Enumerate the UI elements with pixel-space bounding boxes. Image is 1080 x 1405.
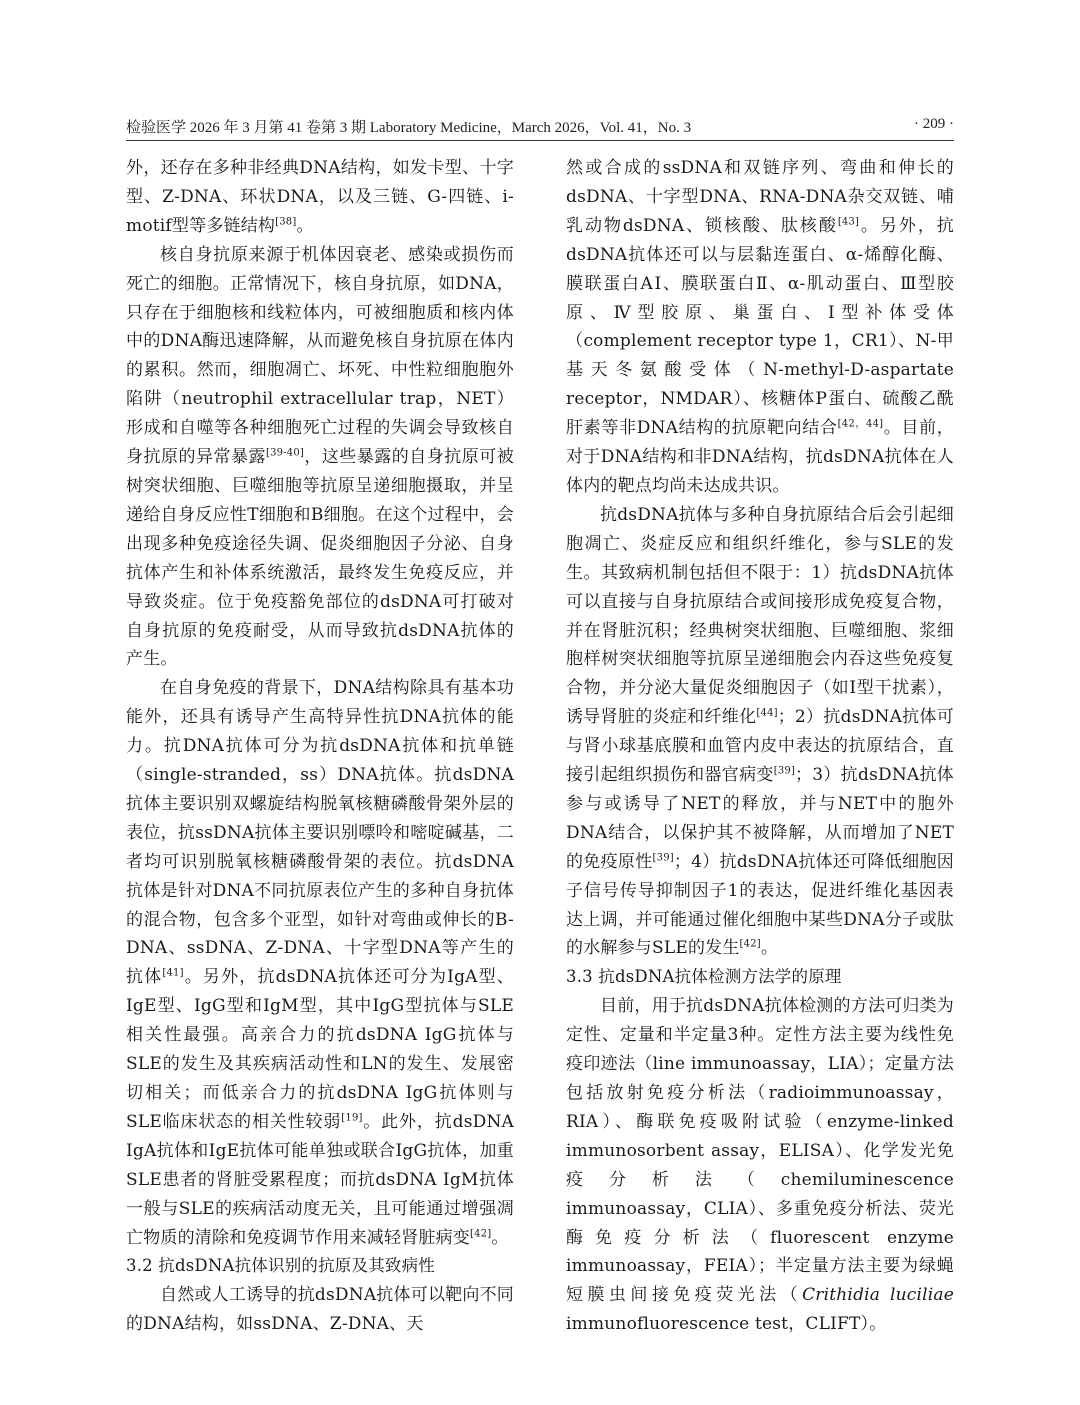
paragraph xyxy=(566,154,954,501)
paragraph xyxy=(126,674,514,1252)
text-run: 。 xyxy=(296,215,314,236)
text-run: 。 xyxy=(760,938,779,959)
citation-ref: [38] xyxy=(275,216,297,228)
species-name: Crithidia luciliae xyxy=(802,1285,954,1306)
paragraph xyxy=(566,992,954,1339)
paragraph xyxy=(126,154,514,241)
text-run: ，这些暴露的自身抗原可被树突状细胞、巨噬细胞等抗原呈递细胞摄取，并呈递给自身反应性T细胞和B细胞。在这个过程中，会出现多种免疫途径失调、促炎细胞因子分泌、自身抗体产生和补体系统激活，最终发生免疫反应，并导致炎症。位于免疫豁免部位的dsDNA可打破对自身抗原的免疫耐受，从而导致抗dsDNA抗体的产生。 xyxy=(126,447,514,670)
running-header xyxy=(126,112,954,141)
text-run: 。另外，抗dsDNA抗体还可分为IgA型、IgE型、IgG型和IgM型，其中IgG型抗体与SLE相关性最强。高亲合力的抗dsDNA IgG抗体与SLE的发生及其疾病活动性和LN的发生、发展密切相关；而低亲合力的抗dsDNA IgG抗体则与SLE临床状态的相关性较弱 xyxy=(126,967,514,1132)
citation-ref: [42] xyxy=(739,938,761,950)
left-column xyxy=(126,154,514,1364)
citation-ref: [39] xyxy=(652,852,674,864)
citation-ref: [41] xyxy=(162,967,184,979)
citation-ref: [42，44] xyxy=(837,418,884,430)
text-run: ；2）抗dsDNA抗体可与肾小球基底膜和血管内皮中表达的抗原结合，直接引起组织损伤和器官病变 xyxy=(566,707,954,786)
citation-ref: [42] xyxy=(470,1227,492,1239)
text-run: 目前，用于抗dsDNA抗体检测的方法可归类为定性、定量和半定量3种。定性方法主要为线性免疫印迹法（line immunoassay，LIA）；定量方法包括放射免疫分析法（radioimmunoassay，RIA）、酶联免疫吸附试验（enzyme-linked immunosorbent assay，ELISA）、化学发光免疫分析法（chemiluminescence immunoassay，CLIA）、多重免疫分析法、荧光酶免疫分析法（fluorescent enzyme immunoassay，FEIA）；半定量方法主要为绿蝇短膜虫间接免疫荧光法（ xyxy=(566,996,954,1306)
text-run: 。目前，对于DNA结构和非DNA结构，抗dsDNA抗体在人体内的靶点均尚未达成共识。 xyxy=(566,418,954,496)
citation-ref: [39] xyxy=(773,765,796,777)
citation-ref: [44] xyxy=(756,707,778,719)
paragraph xyxy=(126,241,514,675)
text-run: immunofluorescence test，CLIFT）。 xyxy=(566,1314,887,1335)
paragraph xyxy=(126,1281,514,1339)
text-run: 然或合成的ssDNA和双链序列、弯曲和伸长的dsDNA、十字型DNA、RNA-DNA杂交双链、哺乳动物dsDNA、锁核酸、肽核酸 xyxy=(566,158,954,236)
text-run: 外，还存在多种非经典DNA结构，如发卡型、十字型、Z-DNA、环状DNA，以及三链、G-四链、i-motif型等多链结构 xyxy=(126,158,514,236)
journal-citation: 检验医学 2026 年 3 月第 41 卷第 3 期 Laboratory Medicine，March 2026，Vol. 41，No. 3 xyxy=(126,120,692,136)
text-run: 。 xyxy=(491,1227,509,1248)
text-run: 。此外，抗dsDNA IgA抗体和IgE抗体可能单独或联合IgG抗体，加重SLE患者的肾脏受累程度；而抗dsDNA IgM抗体一般与SLE的疾病活动度无关，且可能通过增强凋亡物质的清除和免疫调节作用来减轻肾脏病变 xyxy=(126,1111,514,1248)
page-number: · 209 · xyxy=(914,116,954,132)
citation-ref: [43] xyxy=(837,216,860,228)
right-column xyxy=(566,154,954,1364)
paragraph xyxy=(566,501,954,964)
text-run: 核自身抗原来源于机体因衰老、感染或损伤而死亡的细胞。正常情况下，核自身抗原，如DNA，只存在于细胞核和线粒体内，可被细胞质和核内体中的DNA酶迅速降解，从而避免核自身抗原在体内的累积。然而，细胞凋亡、坏死、中性粒细胞胞外陷阱（neutrophil extracellular trap，NET）形成和自噬等各种细胞死亡过程的失调会导致核自身抗原的异常暴露 xyxy=(126,244,514,468)
text-run: ；4）抗dsDNA抗体还可降低细胞因子信号传导抑制因子1的表达，促进纤维化基因表达上调，并可能通过催化细胞中某些DNA分子或肽的水解参与SLE的发生 xyxy=(566,851,954,959)
text-run: 。另外，抗dsDNA抗体还可以与层黏连蛋白、α-烯醇化酶、膜联蛋白AⅠ、膜联蛋白Ⅱ、α-肌动蛋白、Ⅲ型胶原、Ⅳ型胶原、巢蛋白、Ⅰ型补体受体（complement receptor type 1，CR1）、N-甲基天冬氨酸受体（N-methyl-D-aspartate receptor，NMDAR）、核糖体P蛋白、硫酸乙酰肝素等非DNA结构的抗原靶向结合 xyxy=(566,215,954,439)
text-run: ；3）抗dsDNA抗体参与或诱导了NET的释放，并与NET中的胞外DNA结合，以保护其不被降解，从而增加了NET的免疫原性 xyxy=(566,765,954,872)
section-heading-3-2: 3.2 抗dsDNA抗体识别的抗原及其致病性 xyxy=(126,1256,435,1276)
text-run: 抗dsDNA抗体与多种自身抗原结合后会引起细胞凋亡、炎症反应和组织纤维化，参与SLE的发生。其致病机制包括但不限于：1）抗dsDNA抗体可以直接与自身抗原结合或间接形成免疫复合物，并在肾脏沉积；经典树突状细胞、巨噬细胞、浆细胞样树突状细胞等抗原呈递细胞会内吞这些免疫复合物，并分泌大量促炎细胞因子（如Ⅰ型干扰素），诱导肾脏的炎症和纤维化 xyxy=(566,504,954,728)
citation-ref: [19] xyxy=(341,1112,363,1124)
citation-ref: [39-40] xyxy=(265,447,305,459)
section-heading-3-3: 3.3 抗dsDNA抗体检测方法学的原理 xyxy=(566,967,842,987)
text-run: 自然或人工诱导的抗dsDNA抗体可以靶向不同的DNA结构，如ssDNA、Z-DNA、天 xyxy=(126,1285,514,1335)
text-run: 在自身免疫的背景下，DNA结构除具有基本功能外，还具有诱导产生高特异性抗DNA抗体的能力。抗DNA抗体可分为抗dsDNA抗体和抗单链（single-stranded，ss）DNA抗体。抗dsDNA抗体主要识别双螺旋结构脱氧核糖磷酸骨架外层的表位，抗ssDNA抗体主要识别嘌呤和嘧啶碱基，二者均可识别脱氧核糖磷酸骨架的表位。抗dsDNA抗体是针对DNA不同抗原表位产生的多种自身抗体的混合物，包含多个亚型，如针对弯曲或伸长的B-DNA、ssDNA、Z-DNA、十字型DNA等产生的抗体 xyxy=(126,678,514,988)
